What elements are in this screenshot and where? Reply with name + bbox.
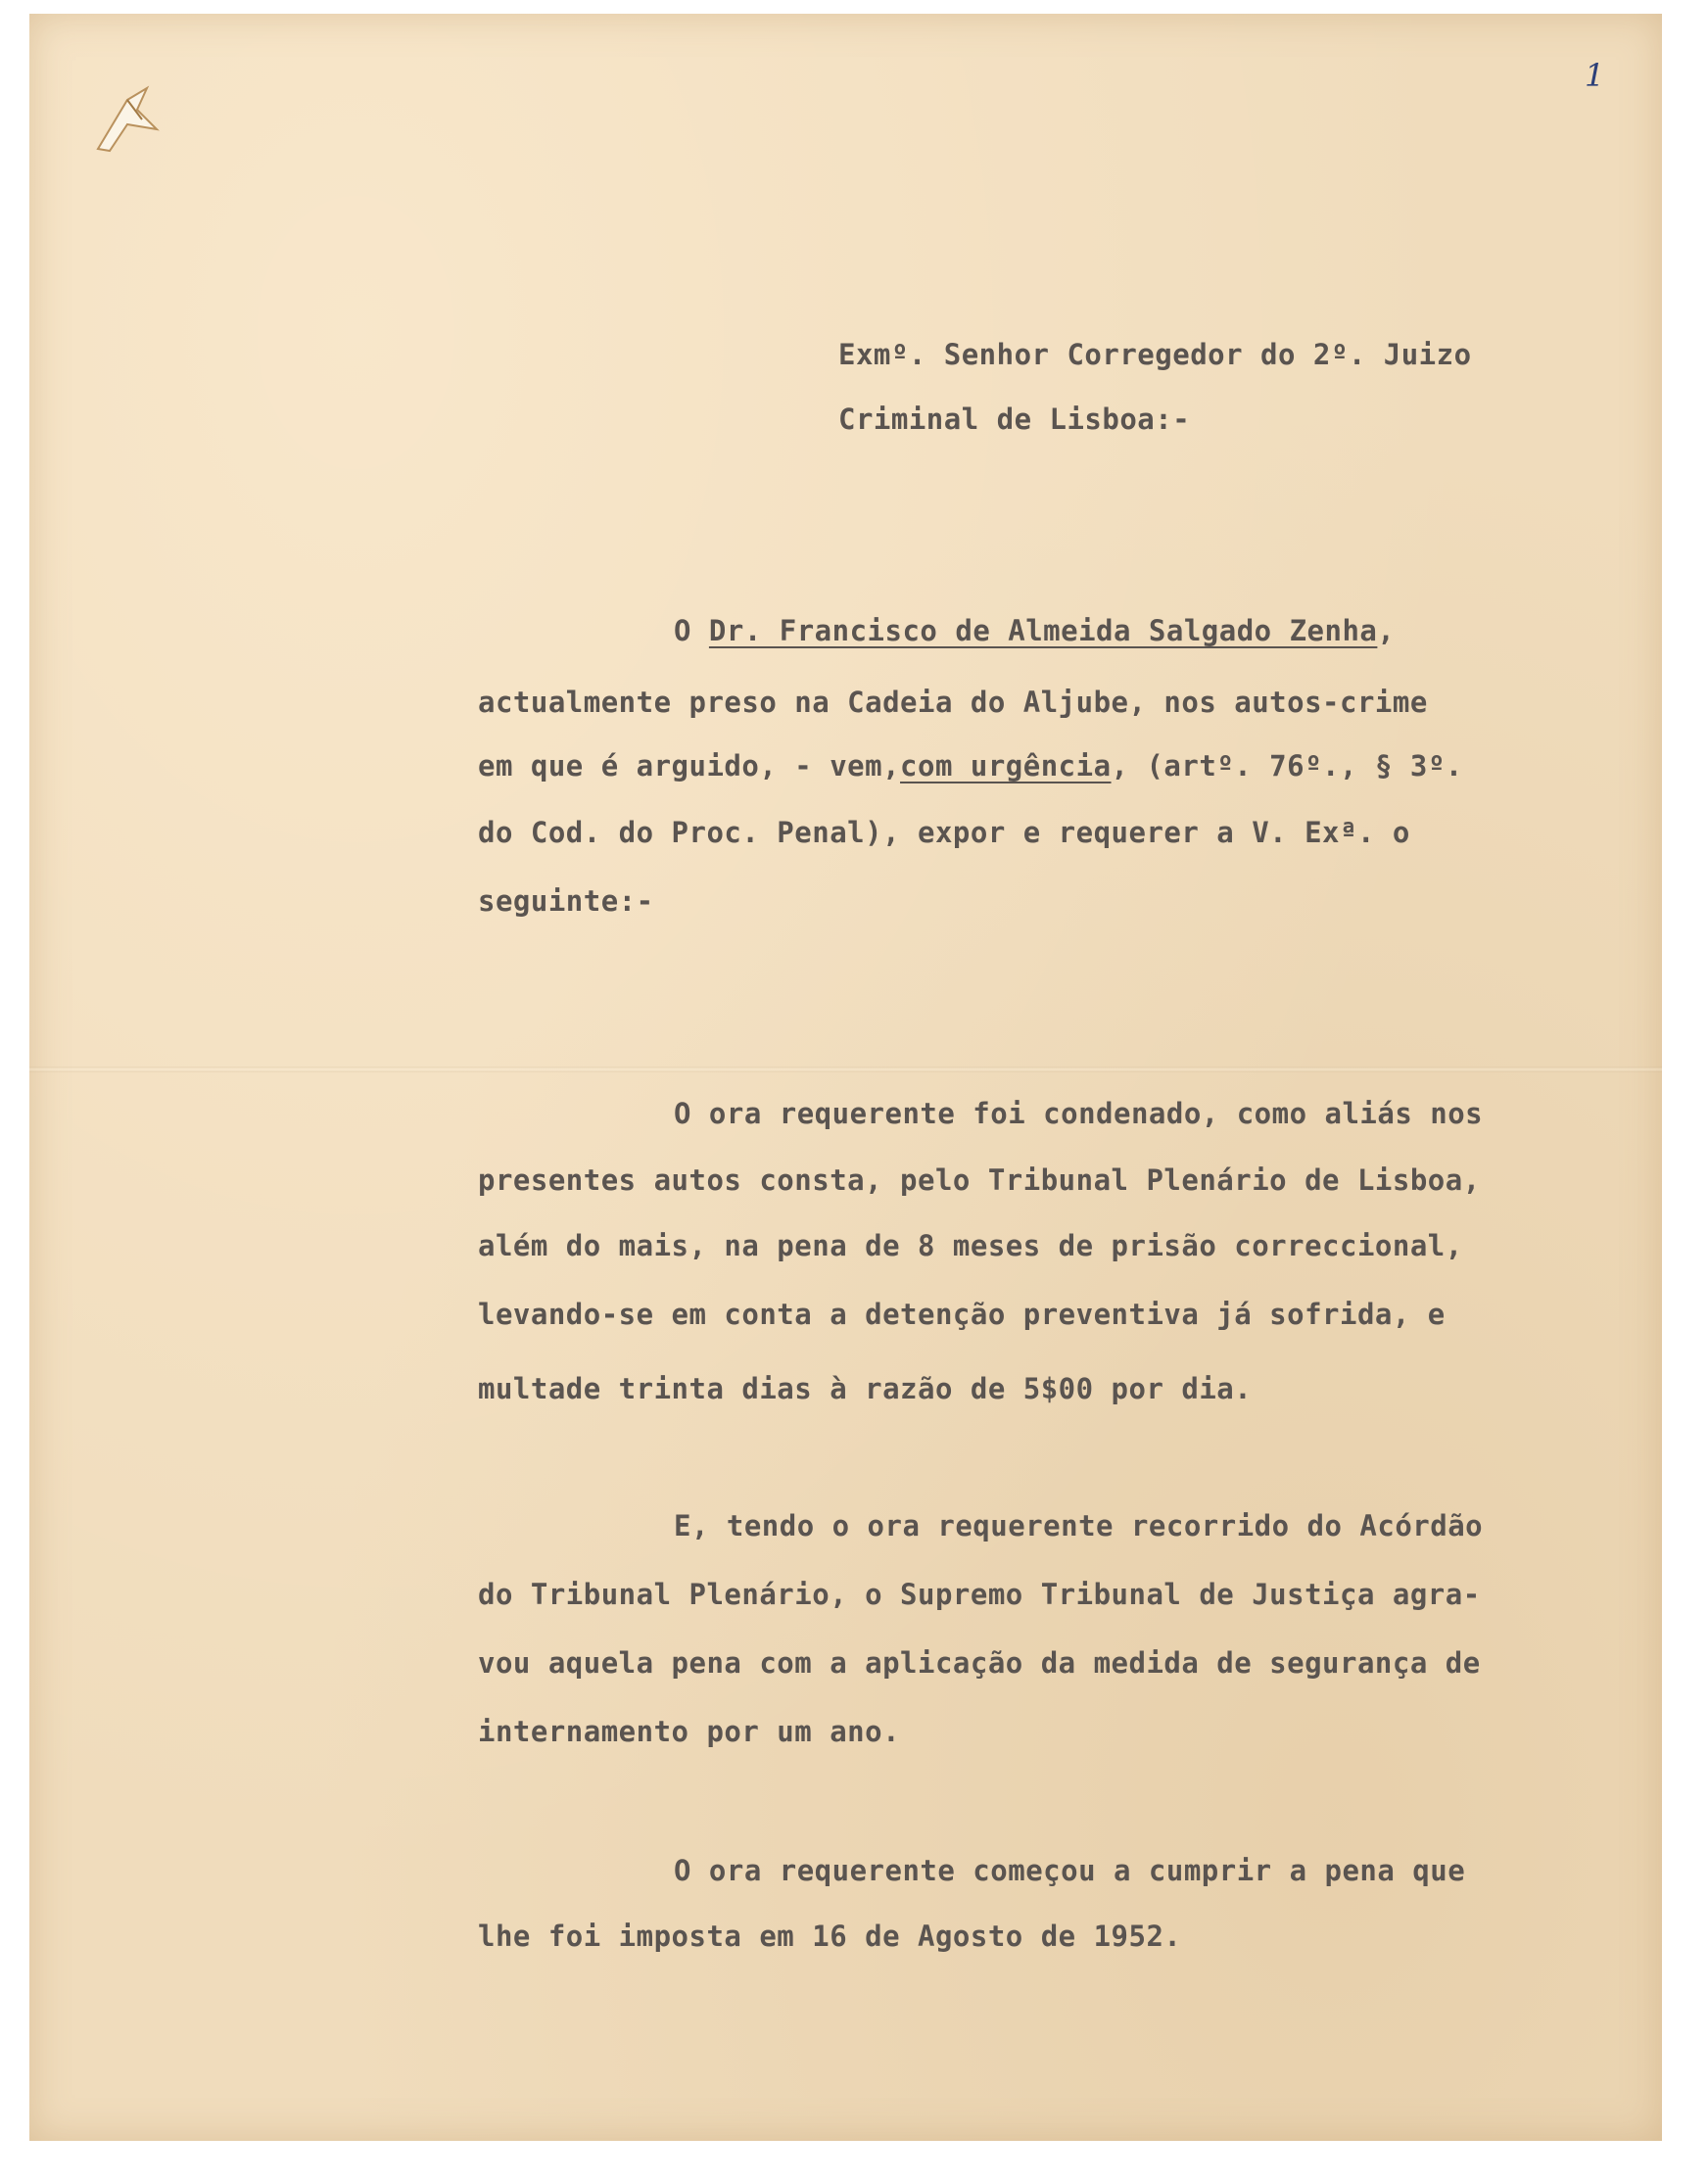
paragraph-2-line-4: levando-se em conta a detenção preventiva já sofrida, e	[478, 1298, 1446, 1331]
paragraph-1-line-3	[478, 749, 1463, 783]
urgency-phrase: com urgência	[900, 749, 1112, 783]
paragraph-1-line-4: do Cod. do Proc. Penal), expor e requerer a V. Exª. o	[478, 816, 1410, 849]
paragraph-2-line-1: O ora requerente foi condenado, como aliás nos	[674, 1097, 1484, 1130]
document-page	[29, 14, 1662, 2141]
paragraph-1-intro: O	[674, 614, 709, 647]
paragraph-3-line-1: E, tendo o ora requerente recorrido do Acórdão	[674, 1509, 1484, 1542]
paragraph-3-line-4: internamento por um ano.	[478, 1715, 901, 1748]
paragraph-1-line-1	[674, 614, 1396, 647]
paragraph-1-comma: ,	[1377, 614, 1396, 647]
paragraph-2-line-2: presentes autos consta, pelo Tribunal Plenário de Lisboa,	[478, 1163, 1481, 1197]
addressee-line-1: Exmº. Senhor Corregedor do 2º. Juizo	[838, 338, 1472, 371]
paper-fold-crease	[29, 1067, 1662, 1072]
paragraph-2-line-3: além do mais, na pena de 8 meses de prisão correccional,	[478, 1229, 1463, 1262]
paragraph-2-line-5: multade trinta dias à razão de 5$00 por dia.	[478, 1372, 1253, 1405]
paragraph-3-line-2: do Tribunal Plenário, o Supremo Tribunal de Justiça agra-	[478, 1578, 1481, 1611]
staple-hole-mark	[88, 80, 165, 159]
paragraph-1-line-5: seguinte:-	[478, 884, 654, 918]
paragraph-4-line-2: lhe foi imposta em 16 de Agosto de 1952.	[478, 1920, 1182, 1953]
paragraph-1-line-3-start: em que é arguido, - vem,	[478, 749, 901, 783]
paragraph-4-line-1: O ora requerente começou a cumprir a pena que	[674, 1854, 1466, 1887]
paragraph-1-line-2: actualmente preso na Cadeia do Aljube, nos autos-crime	[478, 686, 1428, 719]
petitioner-name: Dr. Francisco de Almeida Salgado Zenha	[708, 614, 1378, 647]
paragraph-1-line-3-end: , (artº. 76º., § 3º.	[1111, 749, 1463, 783]
addressee-line-2: Criminal de Lisboa:-	[838, 403, 1191, 436]
paragraph-3-line-3: vou aquela pena com a aplicação da medida de segurança de	[478, 1646, 1481, 1680]
page-number-mark: 1	[1585, 57, 1605, 94]
